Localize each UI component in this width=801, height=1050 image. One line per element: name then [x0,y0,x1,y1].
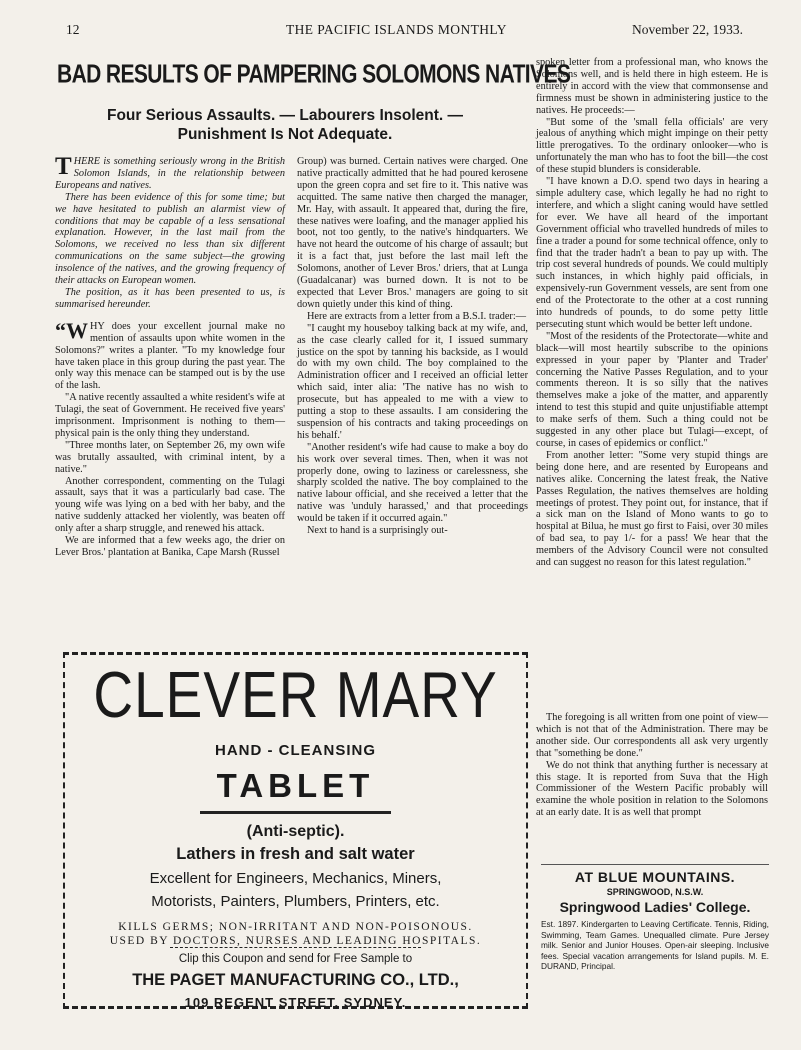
body-paragraph: Here are extracts from a letter from a B.S.I. trader:— [307,310,526,322]
body-paragraph: "Most of the residents of the Protectorate—white and black—will most heartily subscribe to the opinions expressed in your paper by 'Planter and Trader' concerning the Native Passes Regulation, and to your comments thereon. It is so silly that the natives themselves make a joke of the matter, and apparently intend to test this stupid and quite unjustifiable attempt to make serfs of them. Such a thing could not be suggested in any other place but Tulagi—except, of course, in cases of epidemics or conflict." [536,330,768,449]
intro-paragraph: The position, as it has been presented to us, is summarised hereunder. [55,286,285,310]
page-number: 12 [66,22,80,37]
body-paragraph: "But some of the 'small fella officials' are very jealous of anything which might impinge on their petty little prerogatives. To the ordinary onlooker—who is unfortunately the man who has to foot the bill—the cost of these stupid blunders is considerable. [536,116,768,176]
body-paragraph: We are informed that a few weeks ago, the drier on Lever Bros.' plantation at Banika, Cape Marsh (Russel [55,535,285,558]
advert-rule [200,811,391,814]
school-town: SPRINGWOOD, N.S.W. [606,887,704,897]
advert-antiseptic: (Anti-septic). [246,823,345,840]
running-title: THE PACIFIC ISLANDS MONTHLY [286,22,507,37]
body-paragraph: spoken letter from a professional man, who knows the Solomons well, and is held there in high esteem. He is entirely in accord with the view that commonsense and firmness must be shown in administering justice to the natives. He proceeds:— [536,57,768,116]
subheadline: Four Serious Assaults. — Labourers Insolent. — Punishment Is Not Adequate. [107,107,463,143]
body-paragraph: "Another resident's wife had cause to make a boy do his work over several times. Then, when it was not properly done, owing to laziness or carelessness, she sharply scolded the native. The boy complained to the native labour official, and she received a letter that the native was 'unduly harassed,' and that proceedings would be taken if it occurred again." [297,441,528,525]
intro-paragraph: There has been evidence of this for some time; but we have hesitated to publish an alarmist view of conditions that may be capable of a less sensational explanation. However, in the last mail from the Solomons, we received no less than six different communications on the same subject—the growing insolence of the natives, and the growing frequency of their attacks on European women. [55,191,285,287]
body-paragraph: Next to hand is a surprisingly out- [307,525,448,537]
body-paragraph: From another letter: "Some very stupid things are being done here, and are resented by Europeans and natives alike. Concerning the latest freak, the Native Passes Regulation, the natives themselves are holding meetings of protest. They point out, for instance, that if a sick man on the Island of Mono wants to go to hospital at Bilua, he must go first to Faisi, over 30 miles of bad sea, to pay 1/- for a pass! We hear that the members of the Advisory Council were not consulted and can suggest no reason for this latest regulation." [536,449,768,569]
advert-uses-2: Motorists, Painters, Plumbers, Printers, etc. [151,893,440,910]
intro-paragraph: HERE is something seriously wrong in the British Solomon Islands, in the relationship between Europeans and natives. [55,156,285,191]
body-paragraph: We do not think that anything further is necessary at this stage. It is reported from Suva that the High Commissioner of the Western Pacific probably will examine the whole position in relation to the Solomons at an early date. It is as well that prompt [536,759,768,819]
body-paragraph: "I caught my houseboy talking back at my wife, and, as the case clearly called for it, I issued summary justice on the spot by tanning his backside, as I would do with my own child. The boy complained to the Administration officer and I received an official letter which said, inter alia: 'The native has no wish to prosecute, but has appealed to me with a view to putting a stop to these assaults. I am considering the suspension of his contracts and taking proceedings on his behalf.' [297,322,528,441]
article-column-1 [55,153,285,559]
body-paragraph: "Three months later, on September 26, my own wife was brutally assaulted, with criminal intent, by a native." [55,439,285,475]
coupon-instruction: Clip this Coupon and send for Free Sample to [178,953,413,965]
body-paragraph: "A native recently assaulted a white resident's wife at Tulagi, the seat of Government. He received five years' imprisonment. Imprisonment is nothing to them—physical pain is the only thing they understand. [55,392,285,439]
advert-product-name: TABLET [216,767,375,804]
article-column-2 [297,156,528,537]
headline: BAD RESULTS OF PAMPERING SOLOMONS NATIVES [57,60,571,89]
advert-brand: CLEVER MARY [93,658,498,732]
body-paragraph: The foregoing is all written from one point of view—which is not that of the Administration. There may be another side. Our correspondents all ask very urgently that "something be done." [536,712,768,759]
school-location: AT BLUE MOUNTAINS. [574,869,736,885]
advert-company: THE PAGET MANUFACTURING CO., LTD., [132,971,459,989]
article-conclusion [536,712,768,819]
school-name: Springwood Ladies' College. [559,899,751,915]
advert-lathers: Lathers in fresh and salt water [176,845,415,863]
body-paragraph: HY does your excellent journal make no mention of assaults upon white women in the Solomons?" writes a planter. "To my knowledge four have taken place in this group during the past year. The only way this menace can be stamped out is by the use of the lash. [55,320,285,392]
body-paragraph: "I have known a D.O. spend two days in hearing a simple adultery case, which legally he had no right to interfere, and which a slight caning would have settled for ever. We have all heard of the important Government official who travelled hundreds of miles to fine a trader a pound for some technical offence, only to find that the trader hadn't a bean to pay up with. The trip cost several hundreds of pounds. We could multiply such instances, in which highly paid officials, in expensively-run Government vessels, are sent from one end of the Protectorate to the other at a cost running into hundreds of pounds, to do some petty little persecuting stunt which would be better left undone. [536,176,768,330]
coupon-cut-line [170,947,421,948]
advert-uses-1: Excellent for Engineers, Mechanics, Miners, [149,870,442,887]
article-intro [55,153,285,311]
advert-claims: KILLS GERMS; NON-IRRITANT AND NON-POISONOUS. USED BY DOCTORS, NURSES AND LEADING HOSPITALS. [109,921,482,947]
issue-date: November 22, 1933. [632,22,743,37]
school-details: Est. 1897. Kindergarten to Leaving Certificate. Tennis, Riding, Swimming, Team Games. Unequalled climate. Pure Jersey milk. Senior and Junior Houses. Open-air sleeping. Inclusive fees. Special vacation arrangements for Island pupils. M. E. DURAND, Principal. [541,919,769,971]
drop-cap: T [55,153,72,180]
body-paragraph: Another correspondent, commenting on the Tulagi assault, says that it was a particularly bad case. The young wife was lying on a bed with her baby, and the native suddenly attacked her violently, was beaten off only after a sharp struggle, and renewed his attack. [55,475,285,535]
advert-address: 109 REGENT STREET, SYDNEY. [184,995,407,1010]
springwood-college-advertisement [541,864,769,972]
clever-mary-advertisement [63,652,528,1009]
drop-cap: “W [55,317,88,343]
article-column-3 [536,57,768,569]
advert-product-line: HAND - CLEANSING [215,742,376,759]
body-paragraph: Group) was burned. Certain natives were charged. One native practically admitted that he had poured kerosene upon the green copra and set fire to it. This native was acquitted. The same native then charged the manager, Mr. Hay, with assault. It appeared that, during the fire, these natives were loafing, and the manager applied his boot, not too gently, to the native's hindquarters. We have not heard the outcome of his charge of assault; but it is a fact that, just before the last mail left the Solomons, another of Lever Bros.' driers, that at Lunga (Guadalcanar) was burned down. It is not to be expected that Lever Bros.' managers are going to sit down quietly under this kind of thing. [297,156,528,310]
